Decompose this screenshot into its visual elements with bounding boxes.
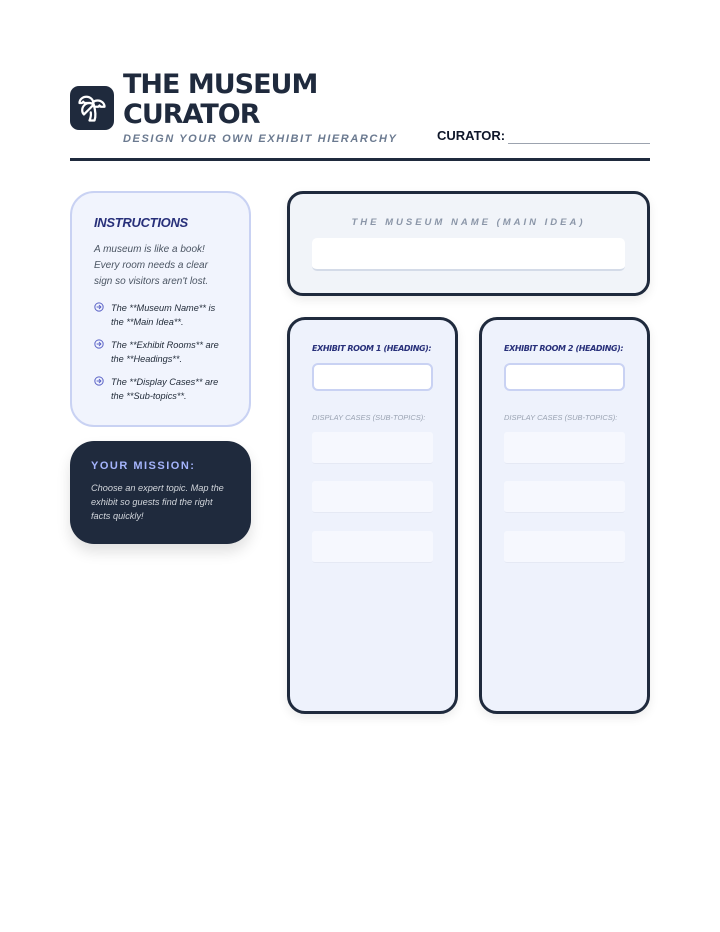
mission-card — [70, 441, 251, 544]
museum-name-box — [287, 191, 650, 296]
mission-title: YOUR MISSION: — [91, 460, 196, 472]
logo — [70, 86, 114, 130]
exhibit-room-1 — [287, 317, 458, 714]
display-case-input[interactable] — [312, 432, 433, 464]
arrow-circle-icon — [94, 376, 104, 386]
palm-tree-icon — [77, 93, 107, 123]
instruction-text: The **Museum Name** is the **Main Idea**. — [111, 303, 216, 327]
display-case-input[interactable] — [312, 481, 433, 513]
instructions-intro: A museum is like a book! Every room needs a clear sign so visitors aren't lost. — [94, 244, 209, 287]
instruction-text: The **Display Cases** are the **Sub-topics**. — [111, 377, 219, 401]
instructions-card — [70, 191, 251, 427]
display-case-input[interactable] — [504, 531, 625, 563]
header-divider — [70, 158, 650, 161]
arrow-circle-icon — [94, 302, 104, 312]
museum-name-label: THE MUSEUM NAME (MAIN IDEA) — [351, 217, 586, 228]
display-case-input[interactable] — [312, 531, 433, 563]
instructions-title: INSTRUCTIONS — [94, 215, 188, 230]
page-title — [123, 70, 317, 130]
curator-name-field[interactable] — [508, 143, 650, 144]
page-subtitle: DESIGN YOUR OWN EXHIBIT HIERARCHY — [123, 133, 398, 145]
mission-text: Choose an expert topic. Map the exhibit so guests find the right facts quickly! — [91, 483, 224, 521]
display-cases-label: DISPLAY CASES (SUB-TOPICS): — [312, 413, 426, 422]
exhibit-room-label: EXHIBIT ROOM 1 (HEADING): — [312, 344, 432, 353]
museum-name-input[interactable] — [312, 238, 625, 271]
title-line-1: THE MUSEUM — [123, 69, 318, 100]
curator-label: CURATOR: — [437, 128, 506, 143]
instruction-text: The **Exhibit Rooms** are the **Headings**. — [111, 340, 219, 364]
instruction-item — [94, 338, 229, 366]
display-case-input[interactable] — [504, 481, 625, 513]
display-cases-label: DISPLAY CASES (SUB-TOPICS): — [504, 413, 618, 422]
exhibit-room-heading-input[interactable] — [312, 363, 433, 391]
exhibit-room-heading-input[interactable] — [504, 363, 625, 391]
instruction-item — [94, 375, 229, 403]
arrow-circle-icon — [94, 339, 104, 349]
exhibit-room-label: EXHIBIT ROOM 2 (HEADING): — [504, 344, 624, 353]
instruction-item — [94, 301, 229, 329]
exhibit-room-2 — [479, 317, 650, 714]
display-case-input[interactable] — [504, 432, 625, 464]
title-line-2: CURATOR — [123, 99, 260, 130]
